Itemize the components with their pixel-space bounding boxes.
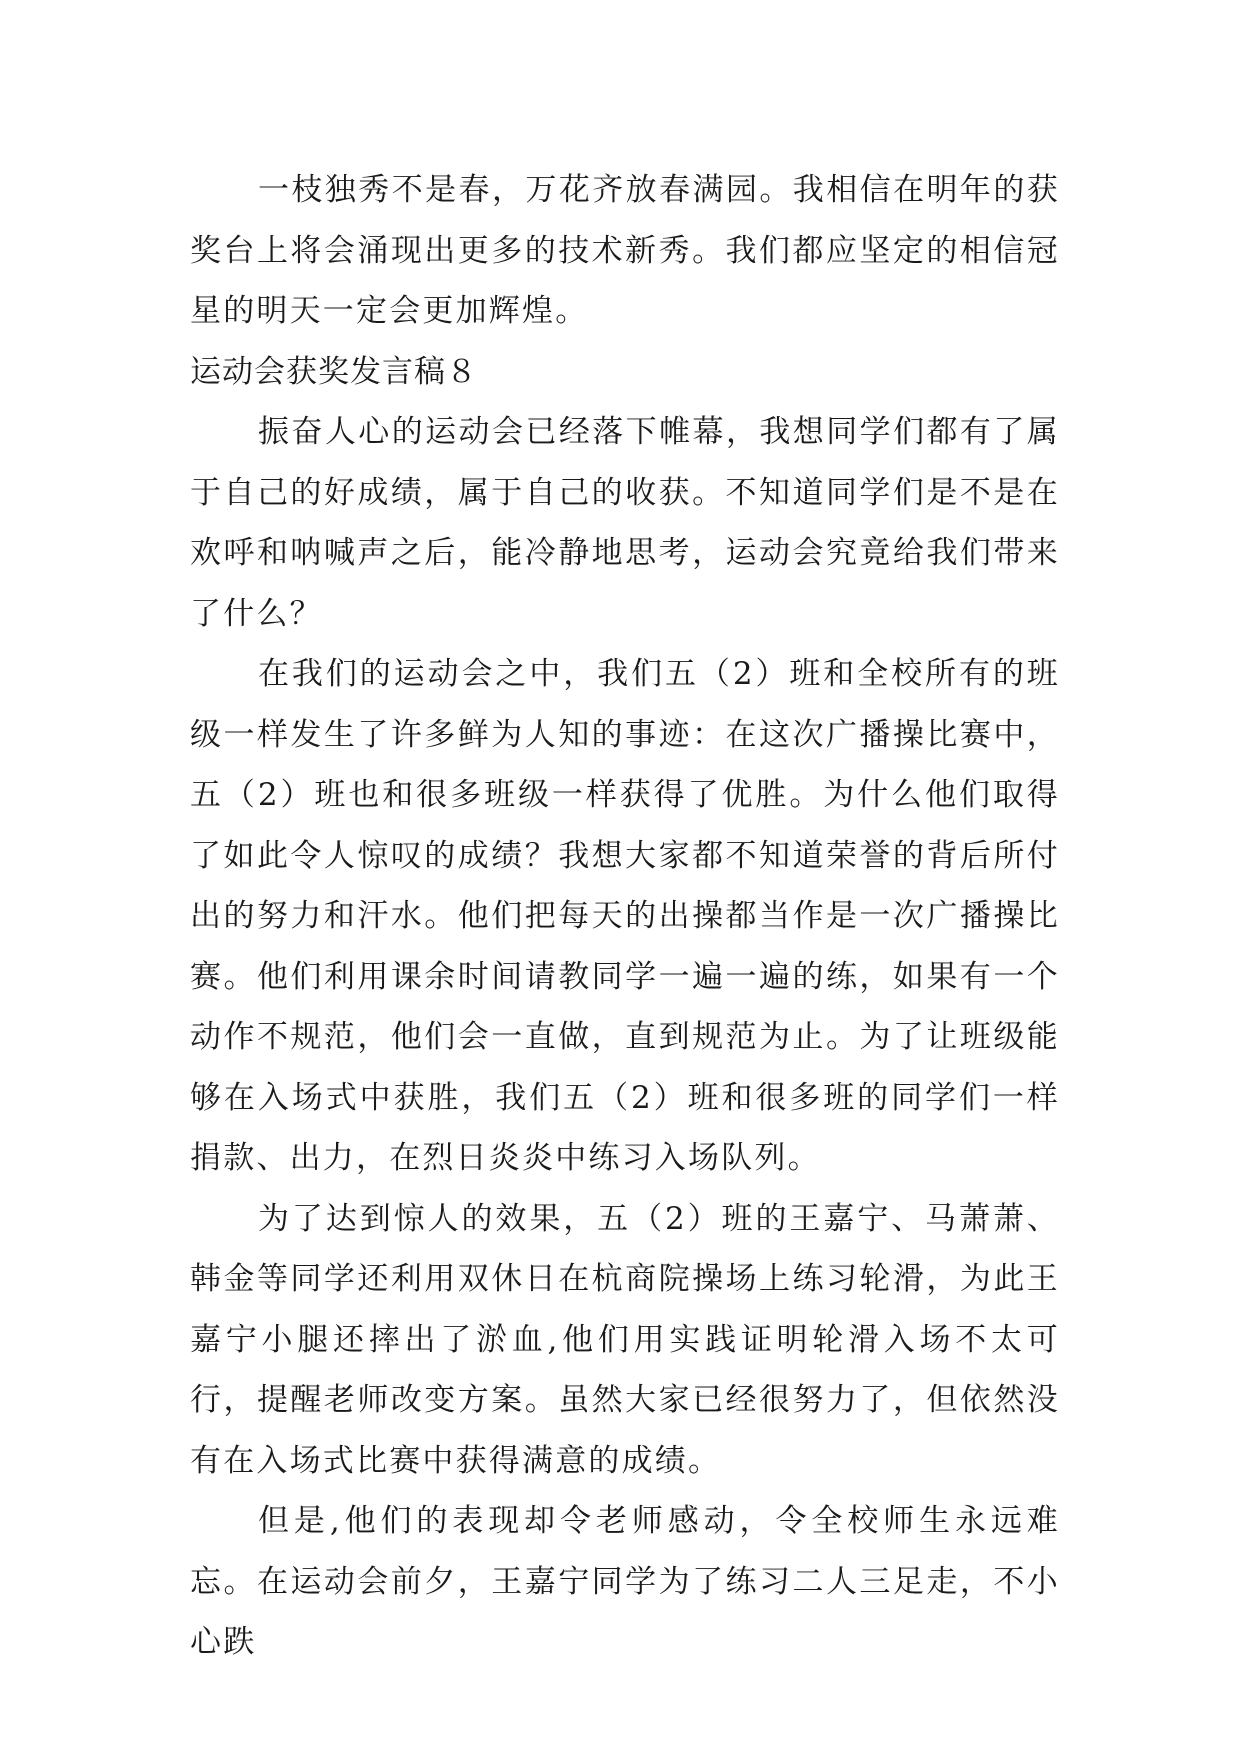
- paragraph-intro: 一枝独秀不是春，万花齐放春满园。我相信在明年的获奖台上将会涌现出更多的技术新秀。我们都应坚定的相信冠星的明天一定会更加辉煌。: [190, 172, 1060, 329]
- section-title: 运动会获奖发言稿８: [190, 353, 478, 390]
- paragraph-3: 为了达到惊人的效果，五（2）班的王嘉宁、马萧萧、韩金等同学还利用双休日在杭商院操场上练习轮滑，为此王嘉宁小腿还摔出了淤血,他们用实践证明轮滑入场不太可行，提醒老师改变方案。虽然大家已经很努力了，但依然没有在入场式比赛中获得满意的成绩。: [190, 1200, 1060, 1479]
- paragraph-4: 但是,他们的表现却令老师感动，令全校师生永远难忘。在运动会前夕，王嘉宁同学为了练习二人三足走，不小心跌: [190, 1503, 1060, 1660]
- document-body: [190, 160, 1060, 1673]
- paragraph-1: 振奋人心的运动会已经落下帷幕，我想同学们都有了属于自己的好成绩，属于自己的收获。不知道同学们是不是在欢呼和呐喊声之后，能冷静地思考，运动会究竟给我们带来了什么？: [190, 414, 1060, 632]
- paragraph-2: 在我们的运动会之中，我们五（2）班和全校所有的班级一样发生了许多鲜为人知的事迹：在这次广播操比赛中，五（2）班也和很多班级一样获得了优胜。为什么他们取得了如此令人惊叹的成绩？我想大家都不知道荣誉的背后所付出的努力和汗水。他们把每天的出操都当作是一次广播操比赛。他们利用课余时间请教同学一遍一遍的练，如果有一个动作不规范，他们会一直做，直到规范为止。为了让班级能够在入场式中获胜，我们五（2）班和很多班的同学们一样捐款、出力，在烈日炎炎中练习入场队列。: [190, 656, 1060, 1176]
